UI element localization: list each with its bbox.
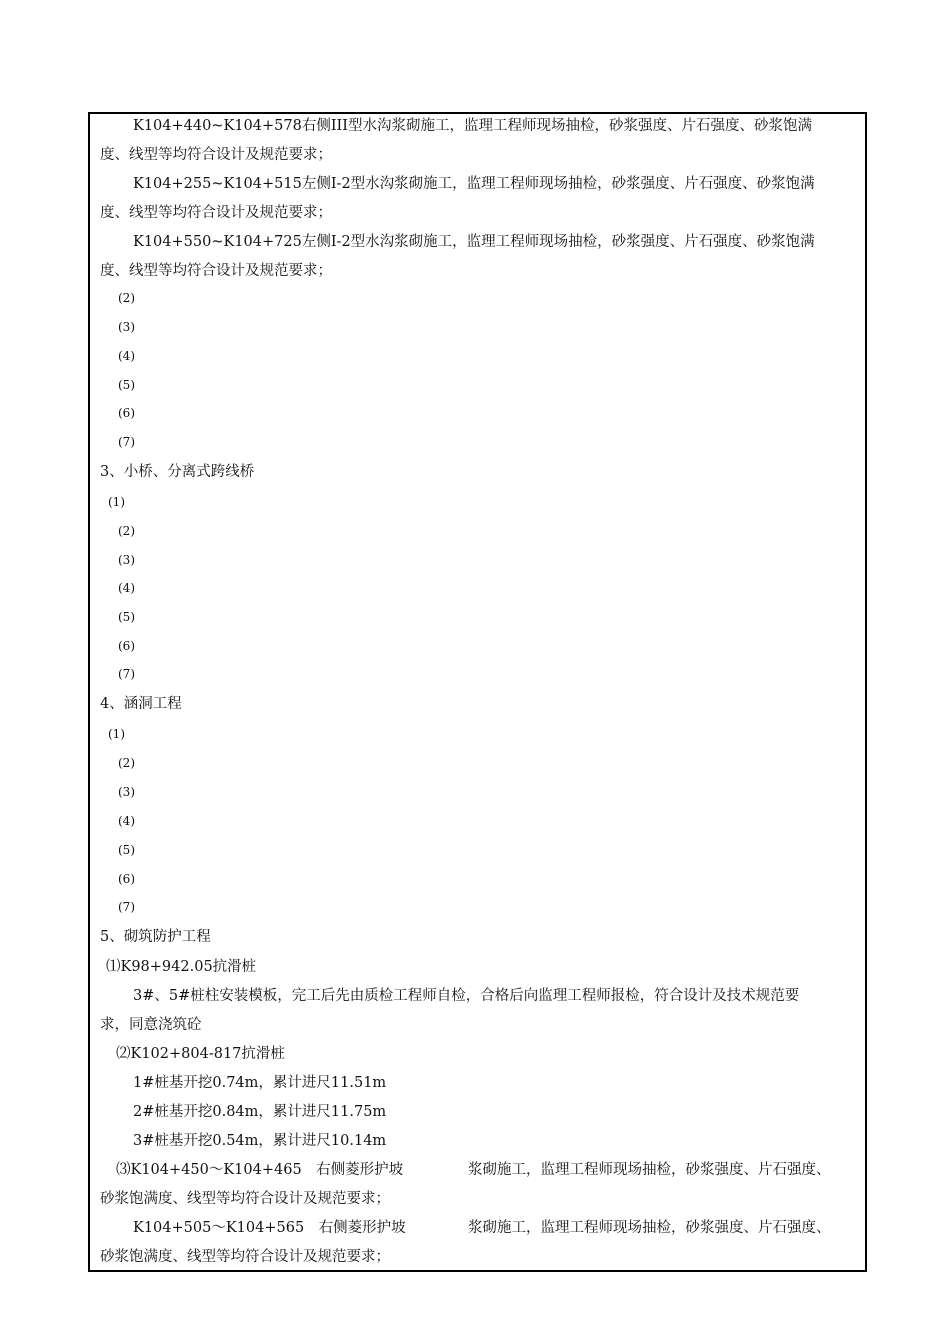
section-5-slope-1-location: ⑶K104+450～K104+465 右侧菱形护坡 <box>116 1162 404 1178</box>
record-table-frame <box>88 112 867 1272</box>
drainage-sub-item: (4) <box>118 349 135 363</box>
section-5-pile-2-title: ⑵K102+804-817抗滑桩 <box>116 1046 285 1062</box>
section-4-sub-item: (7) <box>118 900 135 914</box>
section-3-sub-item: (6) <box>118 639 135 653</box>
drainage-sub-item: (3) <box>118 320 135 334</box>
section-5-slope-1-line-1 <box>116 1160 403 1180</box>
section-5-pile-2-line: 3#桩基开挖0.54m，累计进尺10.14m <box>133 1133 387 1149</box>
drainage-item-1-line-1: K104+440~K104+578右侧III型水沟浆砌施工，监理工程师现场抽检，砂浆强度、片石强度、砂浆饱满 <box>133 118 812 134</box>
section-4-heading: 4、涵洞工程 <box>100 696 182 712</box>
drainage-item-3-line-2: 度、线型等均符合设计及规范要求； <box>100 263 332 279</box>
section-5-heading: 5、砌筑防护工程 <box>100 929 211 945</box>
drainage-item-3-line-1: K104+550~K104+725左侧I-2型水沟浆砌施工，监理工程师现场抽检，砂浆强度、片石强度、砂浆饱满 <box>133 234 815 250</box>
section-5-pile-2-line: 1#桩基开挖0.74m，累计进尺11.51m <box>133 1075 387 1091</box>
section-3-sub-item: (1) <box>108 495 125 509</box>
drainage-item-1-line-2: 度、线型等均符合设计及规范要求； <box>100 147 332 163</box>
section-5-slope-2-line-1-right: 浆砌施工，监理工程师现场抽检，砂浆强度、片石强度、 <box>468 1220 831 1236</box>
section-3-sub-item: (7) <box>118 667 135 681</box>
section-5-pile-1-text-1: 3#、5#桩柱安装模板，完工后先由质检工程师自检，合格后向监理工程师报检，符合设计及技术规范要 <box>133 988 800 1004</box>
section-4-sub-item: (3) <box>118 785 135 799</box>
section-4-sub-item: (4) <box>118 814 135 828</box>
drainage-sub-item: (7) <box>118 435 135 449</box>
drainage-item-2-line-1: K104+255~K104+515左侧I-2型水沟浆砌施工，监理工程师现场抽检，砂浆强度、片石强度、砂浆饱满 <box>133 176 815 192</box>
section-4-sub-item: (1) <box>108 727 125 741</box>
section-5-pile-1-title: ⑴K98+942.05抗滑桩 <box>106 959 257 975</box>
section-5-slope-2-line-1: K104+505～K104+565 右侧菱形护坡 <box>133 1220 406 1236</box>
section-5-pile-1-text-2: 求，同意浇筑砼 <box>100 1017 202 1033</box>
section-5-slope-2-line-2: 砂浆饱满度、线型等均符合设计及规范要求； <box>100 1249 390 1265</box>
section-3-heading: 3、小桥、分离式跨线桥 <box>100 464 255 480</box>
section-5-slope-1-line-2: 砂浆饱满度、线型等均符合设计及规范要求； <box>100 1191 390 1207</box>
drainage-item-2-line-2: 度、线型等均符合设计及规范要求； <box>100 205 332 221</box>
section-3-sub-item: (5) <box>118 610 135 624</box>
section-3-sub-item: (4) <box>118 581 135 595</box>
section-4-sub-item: (5) <box>118 843 135 857</box>
drainage-sub-item: (2) <box>118 291 135 305</box>
drainage-sub-item: (5) <box>118 378 135 392</box>
section-3-sub-item: (2) <box>118 524 135 538</box>
section-5-slope-1-line-1-right: 浆砌施工，监理工程师现场抽检，砂浆强度、片石强度、 <box>468 1162 831 1178</box>
section-3-sub-item: (3) <box>118 553 135 567</box>
drainage-sub-item: (6) <box>118 406 135 420</box>
section-5-pile-2-line: 2#桩基开挖0.84m，累计进尺11.75m <box>133 1104 387 1120</box>
section-4-sub-item: (2) <box>118 756 135 770</box>
section-4-sub-item: (6) <box>118 872 135 886</box>
